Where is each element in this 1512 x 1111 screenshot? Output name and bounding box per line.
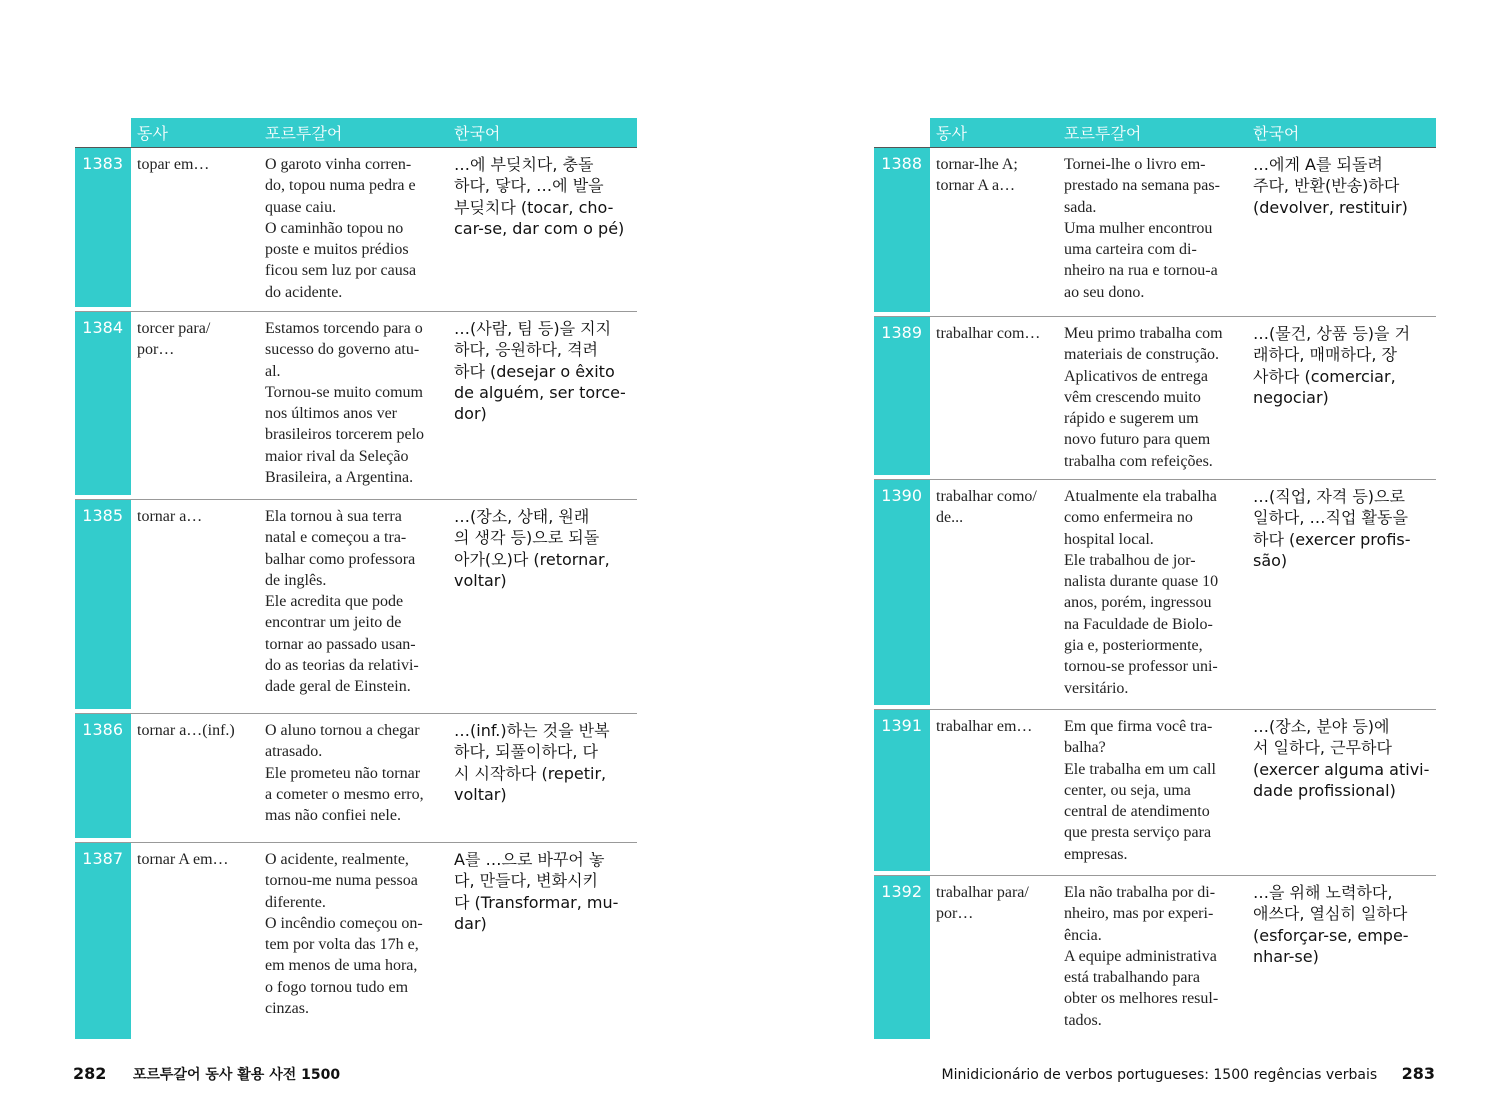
entry-row — [75, 714, 637, 843]
table-header — [874, 118, 1436, 148]
book-title: Minidicionário de verbos portugueses: 1500 regências verbais — [941, 1067, 1378, 1083]
entry-verb: trabalhar para/ por… — [936, 884, 1029, 922]
entry-korean: A를 …으로 바꾸어 놓 다, 만들다, 변화시키 다 (Transformar, mu- dar) — [454, 850, 619, 933]
entry-verb: trabalhar em… — [936, 718, 1033, 735]
verb-table-right — [874, 118, 1436, 1039]
entry-verb: tornar a…(inf.) — [137, 722, 235, 739]
entry-row — [874, 148, 1436, 317]
entry-row — [75, 312, 637, 500]
entry-korean: …(물건, 상품 등)을 거 래하다, 매매하다, 장 사하다 (comerciar, negociar) — [1253, 324, 1411, 407]
entry-row — [874, 876, 1436, 1039]
page-number: 283 — [1401, 1064, 1435, 1083]
entry-korean: …(장소, 분야 등)에 서 일하다, 근무하다 (exercer alguma ativi- dade profissional) — [1253, 717, 1430, 800]
entry-portuguese: Ela não trabalha por di- nheiro, mas por experi- ência. A equipe administrativa está trabalhando para obter os melhores resul- tados. — [1064, 884, 1219, 1029]
header-band — [930, 118, 1436, 147]
page-number: 282 — [73, 1064, 107, 1083]
entry-row — [75, 843, 637, 1039]
entry-row — [75, 148, 637, 312]
entry-portuguese: O acidente, realmente, tornou-me numa pessoa diferente. O incêndio começou on- tem por volta das 17h e, em menos de uma hora, o fogo tornou tudo em cinzas. — [265, 851, 423, 1018]
entry-portuguese: Em que firma você tra- balha? Ele trabalha em um call center, ou seja, uma central de atendimento que presta serviço para empresas. — [1064, 718, 1216, 863]
entry-portuguese: O aluno tornou a chegar atrasado. Ele prometeu não tornar a cometer o mesmo erro, mas não confiei nele. — [265, 722, 424, 825]
entry-verb: topar em… — [137, 156, 210, 173]
verb-table-left — [75, 118, 637, 1039]
entry-korean: …(장소, 상태, 원래 의 생각 등)으로 되돌 아가(오)다 (retornar, voltar) — [454, 507, 610, 590]
entry-portuguese: Ela tornou à sua terra natal e começou a tra- balhar como professora de inglês. Ele acredita que pode encontrar um jeito de tornar ao passado usan- do as teorias da relativi- dade geral de Einstein. — [265, 508, 419, 696]
entry-portuguese: Atualmente ela trabalha como enfermeira no hospital local. Ele trabalhou de jor- nalista durante quase 10 anos, porém, ingressou na Faculdade de Biolo- gia e, posteriormente, tornou-se professor uni- versitário. — [1064, 488, 1219, 697]
entry-verb: trabalhar com… — [936, 325, 1041, 342]
entry-korean: …에 부딪치다, 충돌 하다, 닿다, …에 발을 부딪치다 (tocar, cho- car-se, dar com o pé) — [454, 155, 625, 238]
entry-verb: torcer para/ por… — [137, 320, 211, 358]
entry-number: 1389 — [874, 317, 930, 475]
entry-verb: tornar-lhe A; tornar A a… — [936, 156, 1018, 194]
header-portuguese: 포르투갈어 — [265, 124, 343, 143]
entry-verb: trabalhar como/ de... — [936, 488, 1037, 526]
book-title: 포르투갈어 동사 활용 사전 1500 — [132, 1067, 341, 1083]
entry-portuguese: O garoto vinha corren- do, topou numa pedra e quase caiu. O caminhão topou no poste e muitos prédios ficou sem luz por causa do acidente. — [265, 156, 417, 301]
entry-number: 1388 — [874, 148, 930, 312]
entry-portuguese: Tornei-lhe o livro em- prestado na semana pas- sada. Uma mulher encontrou uma carteira com di- nheiro na rua e tornou-a ao seu dono. — [1064, 156, 1220, 301]
right-page — [756, 0, 1512, 1111]
entry-portuguese: Meu primo trabalha com materiais de construção. Aplicativos de entrega vêm crescendo muito rápido e sugerem um novo futuro para quem trabalha com refeições. — [1064, 325, 1223, 470]
entry-verb: tornar A em… — [137, 851, 229, 868]
table-header — [75, 118, 637, 148]
entry-korean: …(직업, 자격 등)으로 일하다, …직업 활동을 하다 (exercer profis- são) — [1253, 487, 1411, 570]
header-korean: 한국어 — [454, 124, 501, 143]
entry-row — [75, 500, 637, 714]
entry-korean: …(inf.)하는 것을 반복 하다, 되풀이하다, 다 시 시작하다 (repetir, voltar) — [454, 721, 610, 804]
left-footer — [73, 1064, 340, 1084]
header-korean: 한국어 — [1253, 124, 1300, 143]
entry-row — [874, 317, 1436, 480]
right-footer — [942, 1064, 1435, 1083]
entry-number: 1391 — [874, 710, 930, 871]
entry-portuguese: Estamos torcendo para o sucesso do governo atu- al. Tornou-se muito comum nos últimos anos ver brasileiros torcerem pelo maior rival da Seleção Brasileira, a Argentina. — [265, 320, 425, 487]
entry-korean: …에게 A를 되돌려 주다, 반환(반송)하다 (devolver, restituir) — [1253, 155, 1408, 217]
entry-row — [874, 480, 1436, 710]
entry-verb: tornar a… — [137, 508, 203, 525]
entry-number: 1384 — [75, 312, 131, 495]
entry-row — [874, 710, 1436, 876]
entry-number: 1392 — [874, 876, 930, 1039]
header-verb: 동사 — [936, 124, 967, 143]
entry-number: 1383 — [75, 148, 131, 307]
entry-number: 1390 — [874, 480, 930, 705]
entry-korean: …을 위해 노력하다, 애쓰다, 열심히 일하다 (esforçar-se, empe- nhar-se) — [1253, 883, 1409, 966]
header-band — [131, 118, 637, 147]
entry-number: 1386 — [75, 714, 131, 838]
header-verb: 동사 — [137, 124, 168, 143]
header-portuguese: 포르투갈어 — [1064, 124, 1142, 143]
entry-korean: …(사람, 팀 등)을 지지 하다, 응원하다, 격려 하다 (desejar o êxito de alguém, ser torce- dor) — [454, 319, 626, 424]
entry-number: 1387 — [75, 843, 131, 1039]
entry-number: 1385 — [75, 500, 131, 709]
